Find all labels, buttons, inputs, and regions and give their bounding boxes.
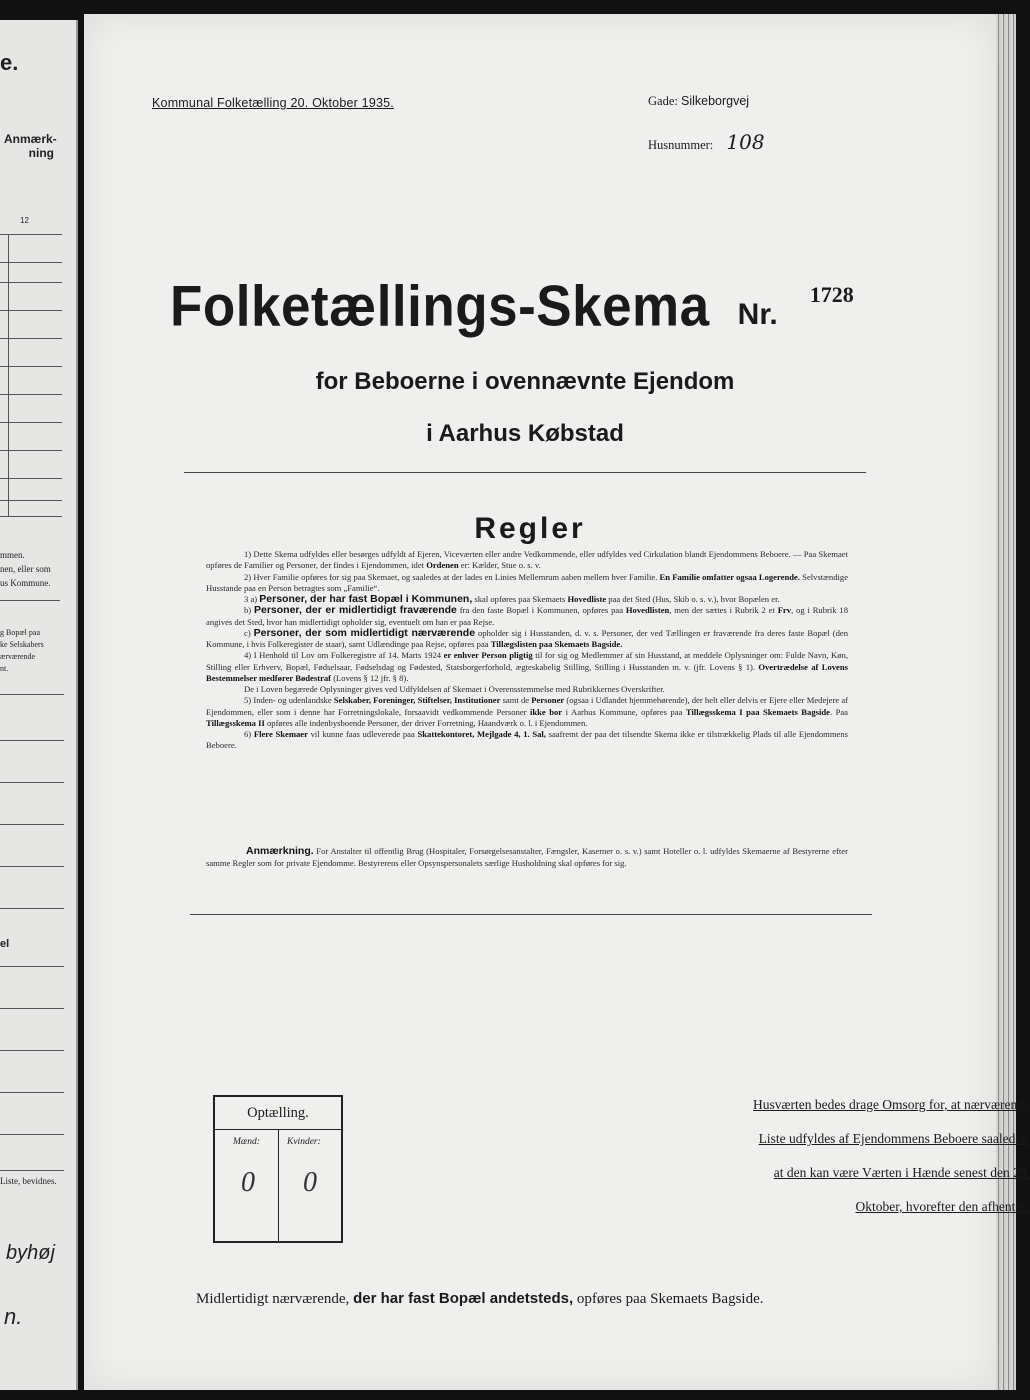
street-label: Gade: <box>648 94 678 108</box>
count-women-value: 0 <box>303 1167 317 1198</box>
left-text: ærværende <box>0 652 36 661</box>
divider-bottom <box>190 914 872 915</box>
remark-paragraph <box>206 846 848 869</box>
subtitle-town: i Aarhus Købstad <box>426 420 624 447</box>
house-number-label: Husnummer: <box>648 138 714 152</box>
rule-3c: c) Personer, der som midlertidigt nærværende opholder sig i Husstanden, d. v. s. Personer, der ved Tællingen er fraværende fra deres faste Bopæl (den Kommune, i hvis Folkeregister de staar), samt Udlændinge paa Rejse, opføres paa Tillægslisten paa Skemaets Bagside. <box>206 626 848 649</box>
left-column-number: 12 <box>20 216 29 225</box>
left-rule <box>0 394 62 395</box>
count-women-label: Kvinder: <box>287 1137 321 1147</box>
left-text: Liste, bevidnes. <box>0 1176 57 1186</box>
rule-2: 2) Hver Familie opføres for sig paa Skemaet, og saaledes at der lades en Linies Mellemrum aaben mellem hver Familie. En Familie omfatter ogsaa Logerende. Selvstændige Husstande paa en Person betragtes som „Familie“. <box>206 571 849 593</box>
left-rule <box>0 694 64 695</box>
footer-pre: Midlertidigt nærværende, <box>196 1291 354 1307</box>
left-rule <box>0 500 62 501</box>
left-rule <box>0 1008 64 1009</box>
left-rule <box>0 1134 64 1135</box>
left-column-heading: Anmærk- ning <box>4 132 57 160</box>
footer-bold: der har fast Bopæl andetsteds, <box>353 1290 574 1307</box>
remark-text: For Anstalter til offentlig Brug (Hospitaler, Forsørgelsesanstalter, Fængsler, Kaserner o. s. v.) samt Hoteller o. l. udfyldes Skemaerne af Bestyrerne efter samme Regler som for private Ejendomme. Bestyrerens eller Opsynspersonalets særlige Husholdning skal opføres for sig. <box>206 846 848 868</box>
rule-3a: 3 a) Personer, der har fast Bopæl i Kommunen, skal opføres paa Skemaets Hovedliste paa det Sted (Hus, Skib o. s. v.), hvor Bopælen er. <box>244 593 780 605</box>
left-handwriting: n. <box>4 1304 23 1329</box>
main-title: Folketællings-Skema <box>170 274 710 339</box>
left-text: nt. <box>0 664 9 673</box>
landlord-notice-line: Husværten bedes drage Omsorg for, at nærværende <box>752 1097 1030 1112</box>
left-vertical-rule <box>8 235 9 517</box>
left-rule <box>0 450 62 451</box>
left-rule <box>0 282 62 283</box>
footer-note <box>196 1290 764 1308</box>
schema-number: 1728 <box>809 282 854 307</box>
rule-1: 1) Dette Skema udfyldes eller besørges udfyldt af Ejeren, Viceværten eller andre Vedkommende, eller udfyldes ved Cirkulation blandt Ejendommens Beboere. — Paa Skemaet opføres de Familier og Personer, der findes i Ejendommen, idet Ordenen er: Kælder, Stue o. s. v. <box>206 549 848 571</box>
census-line: Kommunal Folketælling 20. Oktober 1935. <box>152 96 394 110</box>
landlord-notice-line: Oktober, hvorefter den afhentes. <box>855 1199 1030 1214</box>
left-rule <box>0 262 62 263</box>
count-men-value: 0 <box>241 1167 255 1198</box>
count-box <box>213 1095 343 1243</box>
left-rule <box>0 338 62 339</box>
left-rule <box>0 866 64 867</box>
left-rule <box>0 516 62 517</box>
count-divider <box>278 1129 279 1241</box>
census-header <box>152 96 394 110</box>
rule-4: 4) I Henhold til Lov om Folkeregistre af 14. Marts 1924 er enhver Person pligtig til for sig og Medlemmer af sin Husstand, at meddele Oplysninger om: Fulde Navn, Køn, Stilling eller Erhverv, Bopæl, Fødselsaar, Fødselsdag og Fødested, Statsborgerforhold, ægteskabelig Stilling, Stilling i Husstanden m. v. (jfr. Lovens § 1). Overtrædelse af Lovens Bestemmelser medfører Bødestraf (Lovens § 12 jfr. § 8). <box>206 650 848 683</box>
left-text: el <box>0 938 10 950</box>
rule-4-note: De i Loven begærede Oplysninger gives ved Udfyldelsen af Skemaet i Overensstemmelse med Rubrikkernes Overskrifter. <box>244 684 665 694</box>
footer-post: opføres paa Skemaets Bagside. <box>573 1291 764 1307</box>
landlord-notice-line: Liste udfyldes af Ejendommens Beboere saaledes, <box>758 1131 1030 1146</box>
rules-text <box>206 549 848 752</box>
left-rule <box>0 422 62 423</box>
remark-label: Anmærkning. <box>246 845 314 857</box>
left-rule <box>0 234 62 235</box>
rules-heading: Regler <box>474 512 586 545</box>
title-row <box>170 276 930 337</box>
rule-5: 5) Inden- og udenlandske Selskaber, Foreninger, Stiftelser, Institutioner samt de Personer (ogsaa i Udlandet hjemmehørende), der helt eller delvis er Ejere eller Medejere af Ejendommen, eller som i denne har Forretningslokale, forsaavidt vedkommende Personer ikke bor i Aarhus Kommune, opføres paa Tillægsskema I paa Skemaets Bagside. Paa Tillægsskema II opføres alle indenbysboende Personer, der driver Forretning, Haandværk o. l. i Ejendommen. <box>206 695 848 728</box>
left-rule <box>0 1050 64 1051</box>
nr-label: Nr. <box>737 298 778 331</box>
left-fragment-e: e. <box>0 50 19 75</box>
rule-6: 6) Flere Skemaer vil kunne faas udleverede paa Skattekontoret, Mejlgade 4, 1. Sal, saafremt der paa det tilsendte Skema ikke er tilstrækkelig Plads til alle Ejendommens Beboere. <box>206 729 849 751</box>
left-rule <box>0 310 62 311</box>
left-rule <box>0 740 64 741</box>
left-text: g Bopæl paa <box>0 628 40 637</box>
subtitle-residents: for Beboerne i ovennævnte Ejendom <box>315 368 735 395</box>
left-rule <box>0 782 64 783</box>
rule-3b: b) Personer, der er midlertidigt fraværende fra den faste Bopæl i Kommunen, opføres paa Hovedlisten, men der sættes i Rubrik 2 et Frv, og i Rubrik 18 angives det Sted, hvor han midlertidigt opholder sig, eventuelt om han er paa Rejse. <box>206 604 848 627</box>
divider-top <box>184 472 866 473</box>
count-men-label: Mænd: <box>233 1137 260 1147</box>
left-rule <box>0 1092 64 1093</box>
left-text: nen, eller som <box>0 564 51 574</box>
left-page-fragment <box>0 20 78 1390</box>
left-rule <box>0 966 64 967</box>
landlord-notice-line: at den kan være Værten i Hænde senest den 23. <box>773 1165 1030 1180</box>
left-rule <box>0 1170 64 1171</box>
left-rule <box>0 478 62 479</box>
left-rule <box>0 908 64 909</box>
house-number-value: 108 <box>726 130 765 154</box>
street-field <box>648 94 749 109</box>
left-text: ke Selskabers <box>0 640 44 649</box>
left-rule <box>0 366 62 367</box>
house-number-field <box>648 130 765 154</box>
left-handwriting: byhøj <box>6 1242 55 1264</box>
left-text: us Kommune. <box>0 578 51 588</box>
left-text: mmen. <box>0 550 25 560</box>
page-edges <box>996 14 1016 1390</box>
count-title: Optælling. <box>215 1097 341 1130</box>
street-value: Silkeborgvej <box>680 94 750 108</box>
left-rule <box>0 824 64 825</box>
left-rule <box>0 600 60 601</box>
